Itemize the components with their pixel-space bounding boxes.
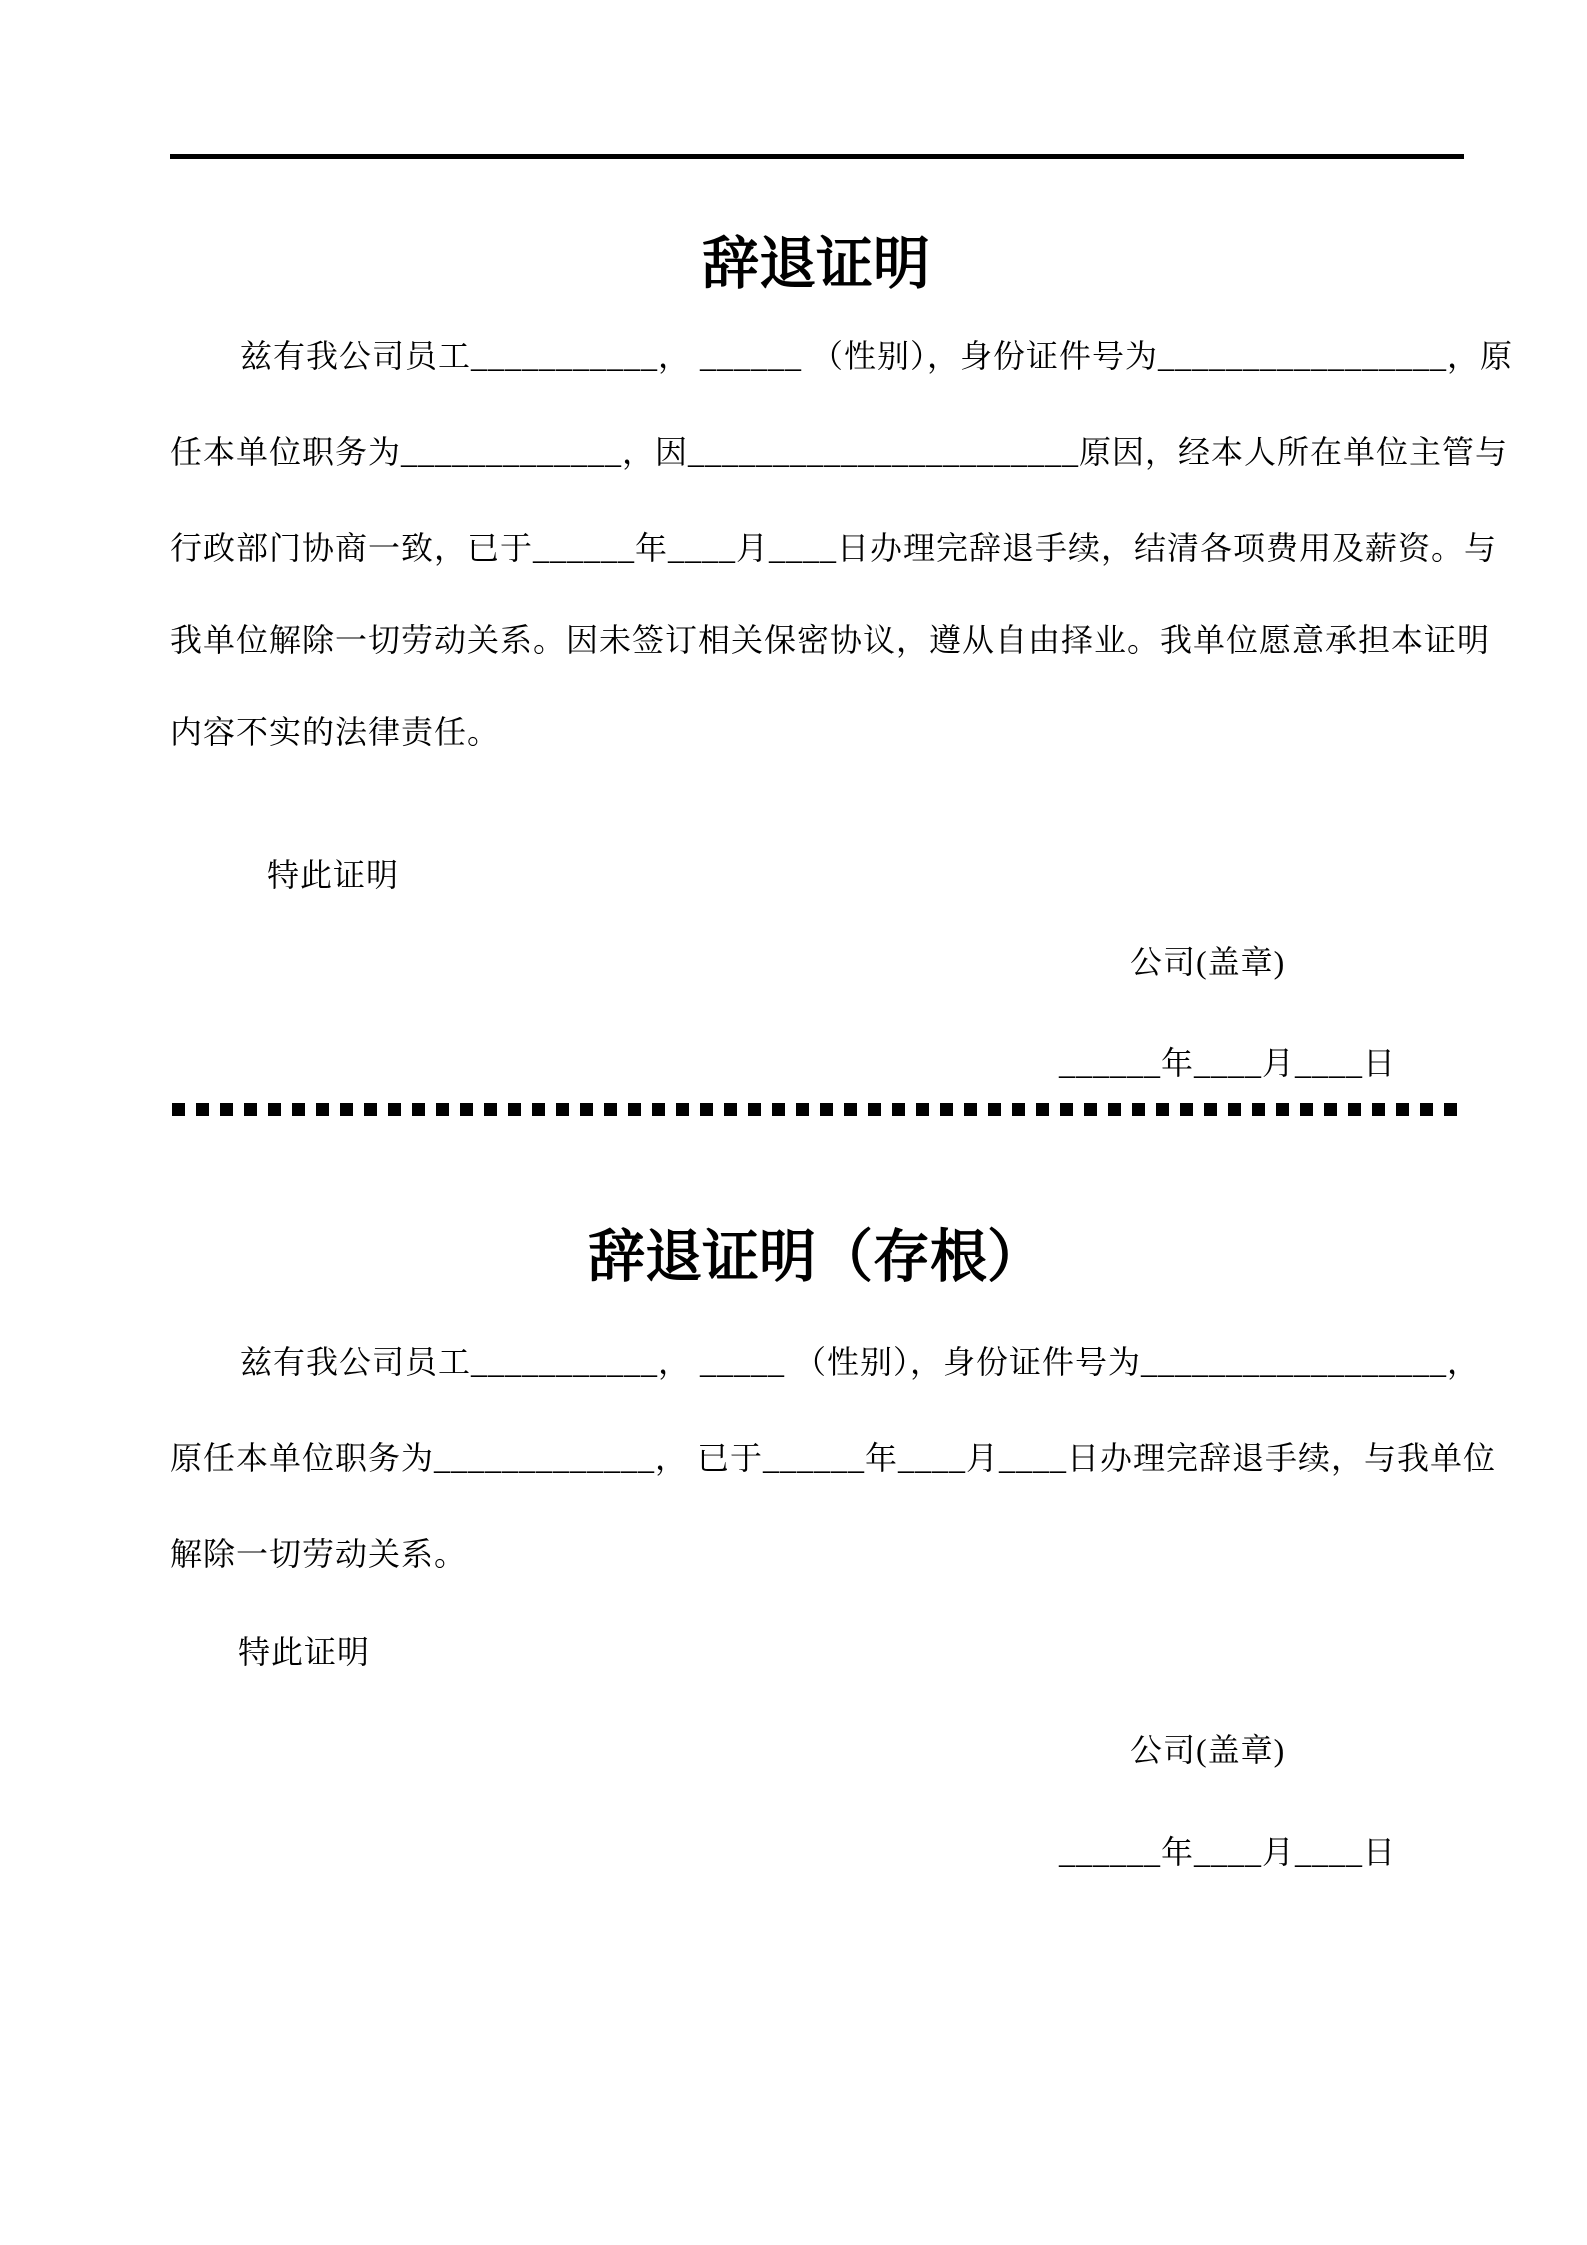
- certificate-body-line-1: 兹有我公司员工___________， ______ （性别），身份证件号为_________________，原: [240, 338, 1514, 374]
- date-blank-line: ______年____月____日: [1059, 1045, 1397, 1081]
- certificate-body-line-2: 任本单位职务为_____________，因_______________________原因，经本人所在单位主管与: [170, 434, 1509, 470]
- header-divider-line: [170, 154, 1464, 159]
- certificate-body-line-3: 行政部门协商一致，已于______年____月____日办理完辞退手续，结清各项费用及薪资。与: [170, 530, 1498, 566]
- certificate-body-line-4: 我单位解除一切劳动关系。因未签订相关保密协议，遵从自由择业。我单位愿意承担本证明: [170, 622, 1491, 658]
- closing-statement: 特此证明: [267, 857, 400, 893]
- certificate-body-line-5: 内容不实的法律责任。: [170, 714, 501, 750]
- stub-body-line-3: 解除一切劳动关系。: [170, 1536, 468, 1572]
- stub-closing-statement: 特此证明: [238, 1634, 371, 1670]
- stub-body-line-1: 兹有我公司员工___________， _____ （性别），身份证件号为__________________，: [240, 1344, 1481, 1380]
- stub-date-blank-line: ______年____月____日: [1059, 1834, 1397, 1870]
- tear-off-separator: [172, 1103, 1462, 1116]
- certificate-title: 辞退证明: [702, 233, 930, 296]
- company-seal-label: 公司(盖章): [1130, 944, 1286, 980]
- stub-title: 辞退证明（存根）: [588, 1226, 1044, 1289]
- stub-company-seal-label: 公司(盖章): [1130, 1732, 1286, 1768]
- stub-body-line-2: 原任本单位职务为_____________， 已于______年____月____日办理完辞退手续，与我单位: [170, 1440, 1497, 1476]
